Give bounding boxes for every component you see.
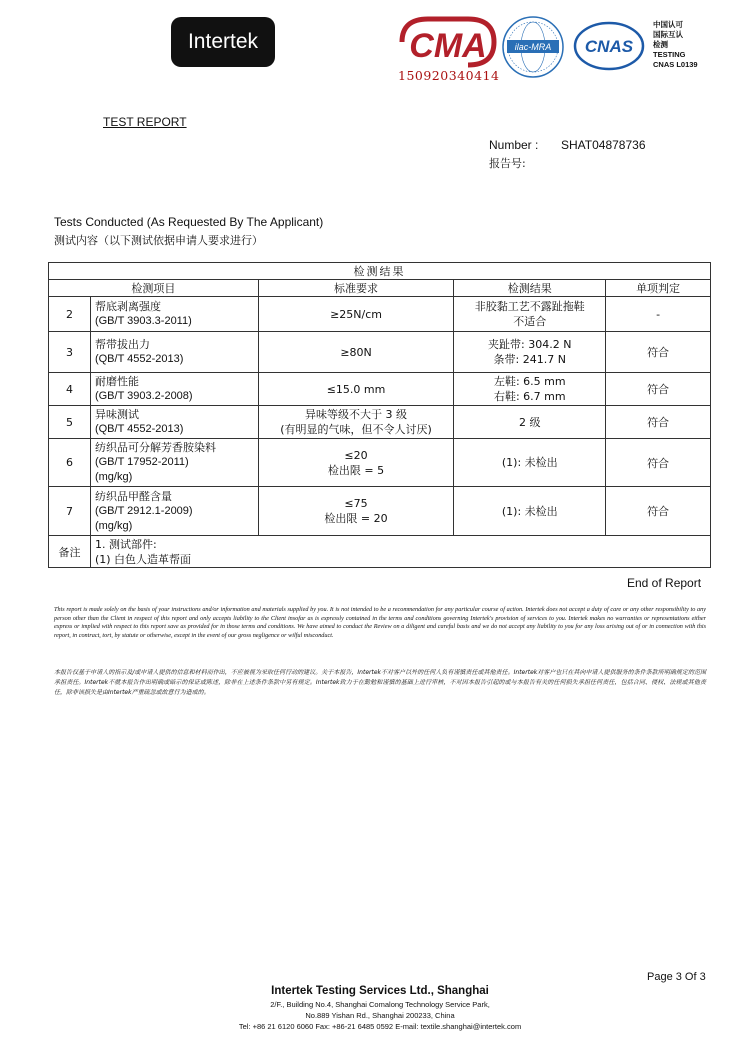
table-row — [49, 332, 711, 373]
page-number: Page 3 Of 3 — [647, 971, 706, 983]
test-item-unit: (mg/kg) — [94, 471, 133, 483]
cnas-line: 国际互认 — [653, 30, 683, 39]
remarks-label: 备注 — [49, 536, 91, 568]
test-item-unit: (mg/kg) — [94, 519, 133, 532]
requirement-cell — [258, 487, 454, 536]
judgement-cell: 符合 — [606, 487, 711, 536]
footer-contact: Tel: +86 21 6120 6060 Fax: +86-21 6485 0592 E-mail: textile.shanghai@intertek.com — [238, 1022, 522, 1031]
requirement-line: ≤75 — [344, 497, 368, 510]
result-line: (1): 未检出 — [501, 504, 558, 518]
table-row — [49, 297, 711, 332]
cnas-logo-icon — [573, 21, 645, 71]
row-number: 7 — [49, 487, 91, 536]
header-judgement: 单项判定 — [606, 280, 711, 297]
header-result: 检测结果 — [454, 280, 606, 297]
footer — [150, 984, 610, 1032]
intertek-logo — [171, 17, 275, 67]
cnas-line: CNAS L0139 — [653, 60, 698, 69]
result-line: (1): 未检出 — [501, 456, 558, 469]
row-number: 2 — [49, 297, 91, 332]
row-number: 4 — [49, 373, 91, 406]
row-number: 5 — [49, 406, 91, 439]
result-cell — [454, 332, 606, 373]
end-of-report: End of Report — [627, 576, 702, 590]
result-line: 右鞋: 6.7 mm — [493, 390, 566, 403]
footer-company: Intertek Testing Services Ltd., Shanghai — [271, 985, 489, 997]
footer-address-line: No.889 Yishan Rd., Shanghai 200233, China — [305, 1011, 455, 1020]
requirement-line: ≤20 — [344, 448, 368, 462]
report-title: TEST REPORT — [103, 115, 187, 129]
test-item-name: 纺织品可分解芳香胺染料 — [94, 441, 216, 454]
row-number: 3 — [49, 332, 91, 373]
tests-conducted-heading-cn: 测试内容（以下测试依据申请人要求进行） — [54, 234, 263, 247]
cnas-line: 中国认可 — [653, 20, 683, 29]
test-item-cell — [90, 406, 258, 439]
header-test-item: 检测项目 — [49, 280, 259, 297]
result-line: 条带: 241.7 N — [493, 353, 566, 366]
requirement-cell — [258, 297, 454, 332]
cnas-accreditation-text — [653, 20, 698, 70]
test-item-name: 异味测试 — [94, 408, 139, 421]
requirement-cell — [258, 332, 454, 373]
requirement-line: ≤15.0 mm — [326, 382, 386, 396]
requirement-line: ≥80N — [340, 345, 372, 359]
result-cell — [454, 373, 606, 406]
footer-address-line: 2/F., Building No.4, Shanghai Comalong Technology Service Park, — [270, 1000, 490, 1009]
cma-seal-icon — [398, 15, 498, 70]
remarks-row — [49, 536, 711, 568]
report-number-label: Number : — [489, 138, 539, 152]
table-title: 检测结果 — [49, 263, 711, 280]
table-row — [49, 439, 711, 487]
requirement-line: 检出限 = 20 — [324, 512, 388, 525]
judgement-cell: 符合 — [606, 332, 711, 373]
table-title-row — [49, 263, 711, 280]
judgement-cell: 符合 — [606, 439, 711, 487]
disclaimer-chinese: 本报告仅基于申请人的指示及/或申请人提供的信息和材料而作出，不应被视为采取任何行动的建议。关于本报告，Intertek不对客户以外的任何人负有谨慎责任或其他责任。Intertek对客户也只在其向申请人提供服务的条件条款所明确规定的范围承担责任。Intertek不就本报告作出明确或暗示的保证或陈述，除非在上述条件条款中另有规定。Intertek致力于在勤勉和谨慎的基础上进行审核，不对因本报告引起的或与本报告有关的任何损失承担任何责任，包括合同、侵权、法规或其他责任，除非该损失是由Intertek严重疏忽或故意行为造成的。 — [54, 669, 706, 696]
requirement-line: ≥25N/cm — [330, 307, 382, 321]
requirement-line: 异味等级不大于 3 级 — [305, 408, 408, 421]
header-requirement: 标准要求 — [258, 280, 454, 297]
judgement-cell: - — [606, 297, 711, 332]
result-cell — [454, 297, 606, 332]
cma-text: CMA — [409, 27, 487, 65]
remark-line: (1) 白色人造革帮面 — [94, 552, 192, 566]
remarks-cell — [90, 536, 710, 568]
result-line: 2 级 — [519, 415, 541, 429]
test-item-cell — [90, 297, 258, 332]
result-line: 不适合 — [513, 315, 547, 328]
report-number-value: SHAT04878736 — [561, 138, 646, 152]
test-item-cell — [90, 332, 258, 373]
cnas-text: CNAS — [584, 37, 634, 56]
test-item-standard: (GB/T 2912.1-2009) — [94, 504, 193, 517]
result-cell — [454, 487, 606, 536]
requirement-line: (有明显的气味，但不令人讨厌) — [280, 423, 432, 436]
test-item-cell — [90, 439, 258, 487]
test-item-cell — [90, 373, 258, 406]
disclaimer-english: This report is made solely on the basis of your instructions and/or information and materials supplied by you. It is not intended to be a recommendation for any particular course of action. Intertek does not accept a duty of care or any other responsibility to any person other than the Client in respect of this report and only accepts liability to the Client insofar as is expressly contained in the terms and conditions governing Intertek's provision of services to you. Intertek makes no warranties or representations either express or implied with respect to this report save as provided for in those terms and conditions. We have aimed to conduct the Review on a diligent and careful basis and we do not accept any liability to you for any loss arising out of or in connection with this report, in contract, tort, by statute or otherwise, except in the event of our gross negligence or wilful misconduct. — [54, 606, 706, 639]
table-row — [49, 373, 711, 406]
requirement-cell — [258, 373, 454, 406]
result-cell — [454, 406, 606, 439]
cma-number: 150920340414 — [398, 68, 500, 83]
test-item-standard: (QB/T 4552-2013) — [94, 423, 184, 435]
ilac-text: ilac-MRA — [514, 42, 552, 52]
test-item-cell — [90, 487, 258, 536]
result-line: 夹趾带: 304.2 N — [488, 338, 572, 351]
result-cell — [454, 439, 606, 487]
judgement-cell: 符合 — [606, 373, 711, 406]
remark-line: 1. 测试部件: — [94, 537, 157, 551]
test-item-standard: (GB/T 3903.3-2011) — [94, 315, 192, 327]
result-line: 非胶黏工艺不露趾拖鞋 — [474, 300, 585, 313]
judgement-cell: 符合 — [606, 406, 711, 439]
requirement-cell — [258, 439, 454, 487]
table-row — [49, 406, 711, 439]
cnas-line: 检测 — [653, 40, 668, 49]
test-item-standard: (GB/T 3903.2-2008) — [94, 390, 193, 402]
table-row — [49, 487, 711, 536]
result-line: 左鞋: 6.5 mm — [493, 375, 566, 388]
test-item-name: 帮带拔出力 — [94, 338, 150, 351]
requirement-cell — [258, 406, 454, 439]
results-table — [48, 262, 711, 568]
ilac-mra-icon — [501, 15, 565, 79]
test-item-name: 耐磨性能 — [94, 375, 139, 388]
row-number: 6 — [49, 439, 91, 487]
test-item-standard: (QB/T 4552-2013) — [94, 353, 184, 365]
requirement-line: 检出限 = 5 — [327, 463, 385, 477]
test-item-standard: (GB/T 17952-2011) — [94, 456, 189, 468]
tests-conducted-heading: Tests Conducted (As Requested By The Applicant) — [54, 215, 324, 229]
cnas-line: TESTING — [653, 50, 686, 59]
logo-text: Intertek — [187, 30, 259, 53]
test-item-name: 帮底剥离强度 — [94, 300, 161, 313]
table-header-row — [49, 280, 711, 297]
test-item-name: 纺织品甲醛含量 — [94, 489, 172, 503]
report-number-label-cn: 报告号: — [489, 157, 526, 170]
